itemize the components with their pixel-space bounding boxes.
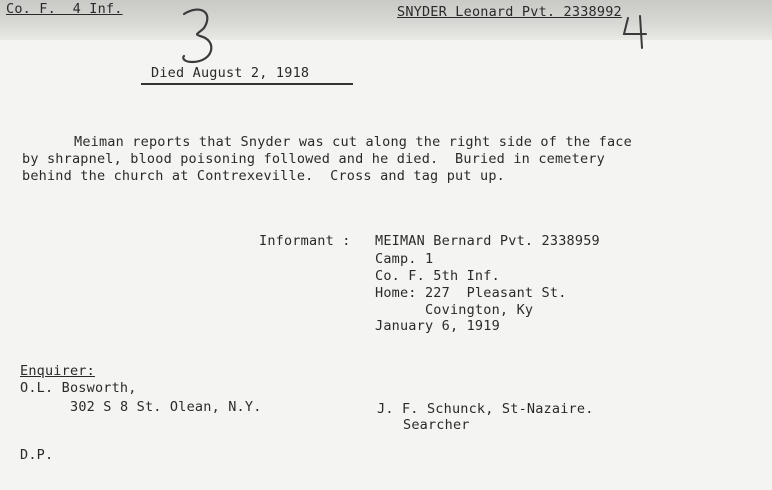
initials: D.P. [20,447,54,463]
handwritten-number-3 [170,0,230,70]
enquirer-address: 302 S 8 St. Olean, N.Y. [70,399,262,415]
soldier-header: SNYDER Leonard Pvt. 2338992 [397,4,622,20]
report-line-3: behind the church at Contrexeville. Cross and tag put up. [22,168,506,184]
informant-line-6: January 6, 1919 [375,318,500,334]
enquirer-name: O.L. Bosworth, [20,380,137,396]
death-date-underline [141,83,353,85]
informant-line-2: Camp. 1 [375,251,434,267]
handwritten-number-4 [618,14,658,54]
death-date: Died August 2, 1918 [151,65,310,81]
informant-line-3: Co. F. 5th Inf. [375,268,500,284]
unit-header: Co. F. 4 Inf. [6,1,123,17]
informant-line-4: Home: 227 Pleasant St. [375,285,567,301]
informant-label: Informant : [259,233,351,249]
informant-line-1: MEIMAN Bernard Pvt. 2338959 [375,233,600,249]
enquirer-label: Enquirer: [20,363,95,379]
searcher-name: J. F. Schunck, St-Nazaire. [377,401,594,417]
report-line-2: by shrapnel, blood poisoning followed and he died. Buried in cemetery [22,151,605,167]
report-line-1: Meiman reports that Snyder was cut along the right side of the face [74,134,632,150]
searcher-title: Searcher [403,417,470,433]
informant-line-5: Covington, Ky [375,302,534,318]
